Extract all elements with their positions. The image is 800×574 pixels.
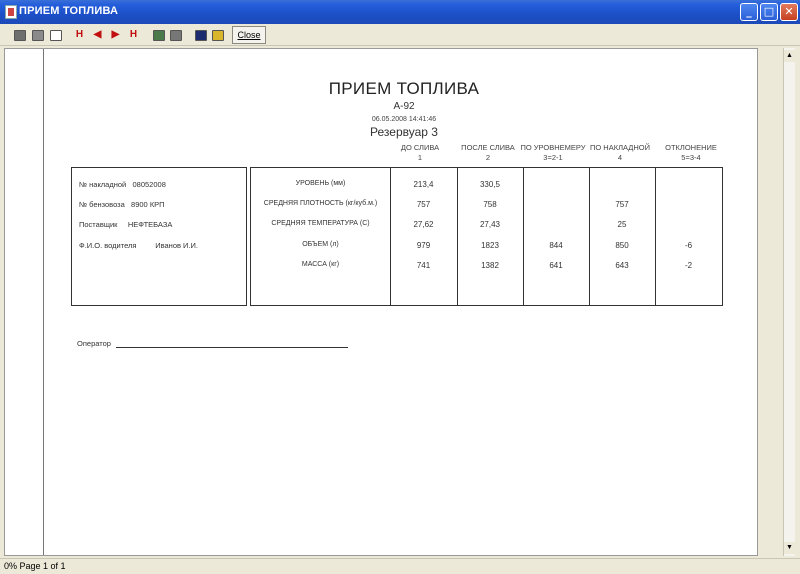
prev-page-button[interactable]: ◀ [93, 29, 102, 40]
column-divider [523, 168, 524, 305]
zoom-100-button[interactable] [48, 27, 63, 43]
zoom-icon [50, 30, 62, 41]
status-bar: 0% Page 1 of 1 [0, 558, 800, 574]
first-page-button[interactable]: H [75, 29, 84, 40]
table-cell: 27,43 [479, 220, 501, 229]
operator-signature-line [116, 347, 348, 348]
print-button[interactable] [168, 27, 183, 43]
table-cell: -6 [684, 241, 693, 250]
tank-name: Резервуар 3 [370, 125, 438, 139]
page-width-icon [32, 30, 44, 41]
operator-label: Оператор [77, 339, 111, 348]
supplier: Поставщик НЕФТЕБАЗА [79, 220, 173, 229]
report-title: ПРИЕМ ТОПЛИВА [328, 79, 480, 98]
table-cell: 213,4 [413, 180, 434, 189]
open-button[interactable] [210, 27, 225, 43]
table-cell: -2 [684, 261, 693, 270]
column-header: ПО НАКЛАДНОЙ 4 [590, 143, 650, 162]
column-header: ПО УРОВНЕМЕРУ 3=2-1 [520, 143, 586, 162]
maximize-button[interactable]: □ [760, 3, 778, 21]
close-window-button[interactable]: ✕ [780, 3, 798, 21]
driver-name: Ф.И.О. водителя Иванов И.И. [79, 241, 199, 250]
printer-setup-icon [153, 30, 165, 41]
page-width-button[interactable] [30, 27, 45, 43]
report-datetime: 06.05.2008 14:41:46 [371, 116, 437, 123]
title-bar[interactable] [0, 0, 800, 24]
close-preview-button[interactable]: Close [232, 26, 266, 44]
app-icon [5, 5, 17, 19]
next-page-button[interactable]: ▶ [111, 29, 120, 40]
folder-icon [212, 30, 224, 41]
table-cell: 979 [416, 241, 431, 250]
param-label: УРОВЕНЬ (мм) [295, 180, 346, 187]
param-label: МАССА (кг) [301, 261, 340, 268]
param-label: СРЕДНЯЯ ПЛОТНОСТЬ (кг/куб.м.) [263, 200, 378, 207]
table-cell: 330,5 [479, 180, 501, 189]
whole-page-button[interactable] [12, 27, 27, 43]
param-label: СРЕДНЯЯ ТЕМПЕРАТУРА (С) [271, 220, 370, 227]
table-cell: 757 [615, 200, 629, 209]
page-view-icon [14, 30, 26, 41]
table-cell: 757 [416, 200, 431, 209]
table-cell: 1823 [481, 241, 499, 250]
table-cell: 25 [617, 220, 627, 229]
table-cell: 641 [549, 261, 563, 270]
table-cell: 758 [483, 200, 497, 209]
table-cell: 741 [416, 261, 431, 270]
invoice-number: № накладной 08052008 [79, 180, 166, 189]
last-page-button[interactable]: H [129, 29, 138, 40]
scroll-up-arrow-icon[interactable]: ▲ [784, 50, 795, 62]
table-cell: 844 [549, 241, 563, 250]
column-divider [589, 168, 590, 305]
scroll-down-arrow-icon[interactable]: ▼ [784, 542, 795, 554]
minimize-button[interactable]: _ [740, 3, 758, 21]
column-divider [655, 168, 656, 305]
column-header: ОТКЛОНЕНИЕ 5=3-4 [665, 143, 717, 162]
printer-setup-button[interactable] [151, 27, 166, 43]
scrollbar-track[interactable] [783, 48, 795, 556]
preview-area[interactable] [4, 48, 758, 556]
measurements-table [250, 167, 723, 306]
printer-icon [170, 30, 182, 41]
delivery-info-box [71, 167, 247, 306]
table-cell: 643 [615, 261, 629, 270]
window-title: ПРИЕМ ТОПЛИВА [19, 5, 119, 17]
table-cell: 850 [615, 241, 629, 250]
report-page [43, 49, 758, 556]
save-button[interactable] [193, 27, 208, 43]
table-cell: 27,62 [413, 220, 434, 229]
fuel-type: А-92 [393, 101, 415, 112]
column-header: ПОСЛЕ СЛИВА 2 [461, 143, 515, 162]
param-label: ОБЪЕМ (л) [302, 241, 339, 248]
save-icon [195, 30, 207, 41]
truck-number: № бензовоза 8900 КРП [79, 200, 165, 209]
vertical-scrollbar[interactable] [759, 48, 795, 556]
toolbar [0, 24, 800, 46]
table-cell: 1382 [481, 261, 499, 270]
column-header: ДО СЛИВА 1 [400, 143, 440, 162]
